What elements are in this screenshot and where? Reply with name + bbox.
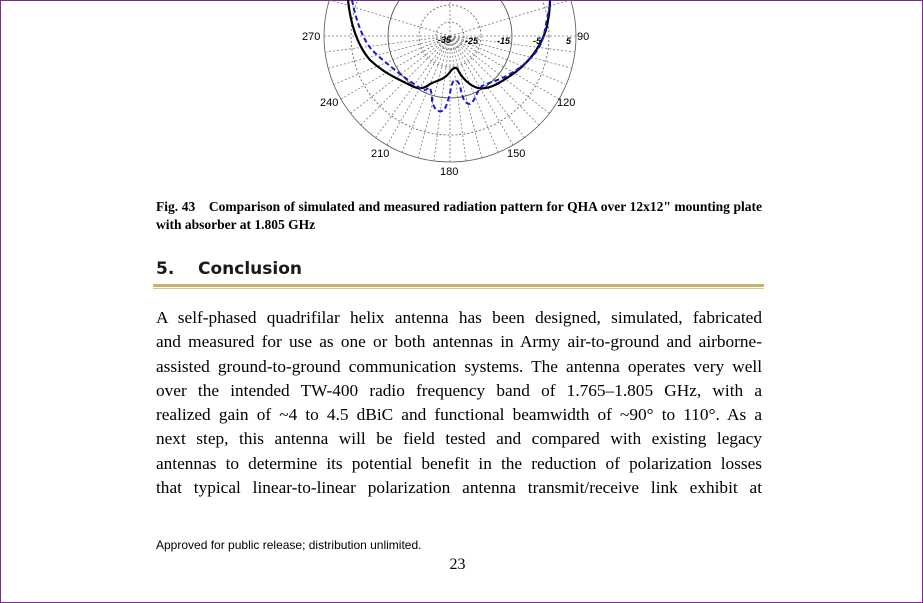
radial-label: -35 xyxy=(438,35,452,45)
paragraph-line: over the intended TW-400 radio frequency band of 1.765–1.805 GHz, with a xyxy=(156,380,762,400)
page-number: 23 xyxy=(449,556,466,573)
section-number: 5. xyxy=(156,259,175,279)
radial-label: -5 xyxy=(533,36,542,46)
angle-label-120: 120 xyxy=(557,97,576,109)
figure-caption-text: Comparison of simulated and measured radiation pattern for QHA over 12x12" mounting plate with absorber at 1.805 GHz xyxy=(156,199,763,232)
angle-label-90: 90 xyxy=(577,31,590,43)
paragraph-line: realized gain of ~4 to 4.5 dBiC and functional beamwidth of ~90° to 110°. As a xyxy=(156,405,762,425)
paragraph-line: antennas to determine its potential benefit in the reduction of polarization losses xyxy=(156,453,762,473)
radial-label: -15 xyxy=(497,36,511,46)
paragraph-line: and measured for use as one or both antennas in Army air-to-ground and airborne- xyxy=(156,332,762,352)
paragraph-line: assisted ground-to-ground communication systems. The antenna operates very well xyxy=(156,356,762,376)
angle-label-150: 150 xyxy=(507,148,526,160)
angle-label-180: 180 xyxy=(440,166,459,178)
paragraph-line: that typical linear-to-linear polarization antenna transmit/receive link exhibit at xyxy=(156,478,762,498)
radial-label: -25 xyxy=(465,36,479,46)
radial-spokes xyxy=(324,0,576,162)
section-rule xyxy=(153,284,764,287)
section-heading xyxy=(156,259,764,279)
angle-label-270: 270 xyxy=(302,31,321,43)
paragraph-line: next step, this antenna will be field tested and compared with existing legacy xyxy=(156,429,762,449)
section-title: Conclusion xyxy=(198,259,302,279)
polar-radiation-chart xyxy=(290,0,620,182)
figure-caption xyxy=(156,198,762,234)
section-rule-thin xyxy=(153,288,764,289)
figure-number: Fig. 43 xyxy=(156,199,196,214)
angle-label-210: 210 xyxy=(371,148,390,160)
measured-pattern-curve xyxy=(352,0,550,111)
angle-label-240: 240 xyxy=(320,97,339,109)
radial-label: 5 xyxy=(566,36,572,46)
polar-grid xyxy=(324,0,576,162)
paragraph-line: A self-phased quadrifilar helix antenna has been designed, simulated, fabricated xyxy=(156,308,762,327)
conclusion-paragraph xyxy=(156,306,762,500)
distribution-statement: Approved for public release; distribution unlimited. xyxy=(156,538,422,552)
